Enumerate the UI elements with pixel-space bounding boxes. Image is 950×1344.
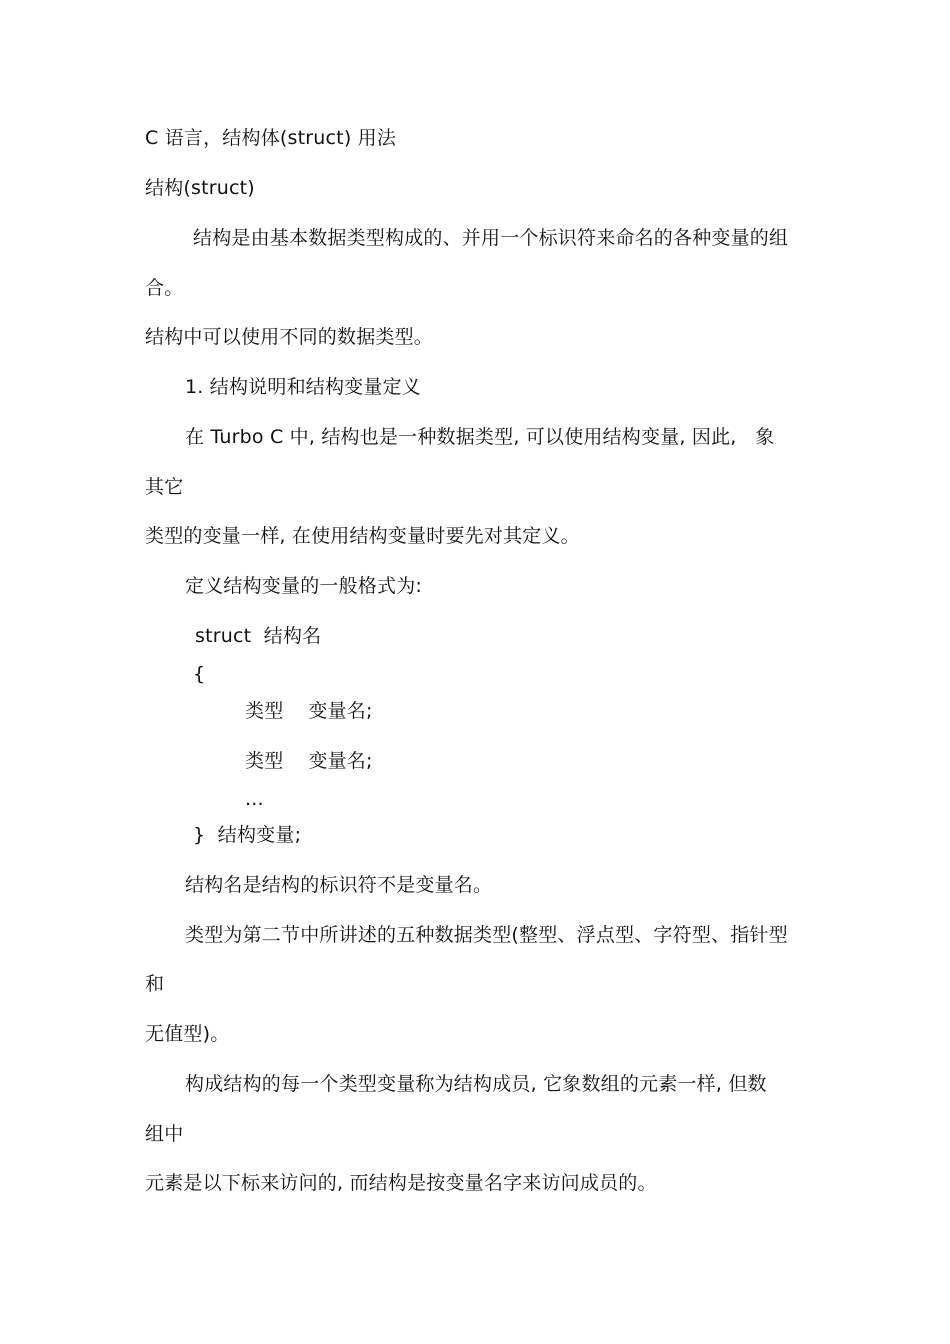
text-line: 元素是以下标来访问的, 而结构是按变量名字来访问成员的。 xyxy=(145,1172,657,1194)
code-line: struct 结构名 xyxy=(195,625,322,647)
subsection-heading: 1. 结构说明和结构变量定义 xyxy=(185,376,421,398)
text-line: 结构中可以使用不同的数据类型。 xyxy=(145,326,434,348)
code-line: 类型 变量名; xyxy=(245,750,373,772)
code-line: ... xyxy=(245,788,264,810)
text-line: 类型的变量一样, 在使用结构变量时要先对其定义。 xyxy=(145,525,580,547)
document-title: C 语言，结构体(struct) 用法 xyxy=(145,127,397,149)
text-line: 和 xyxy=(145,973,165,995)
text-line: 构成结构的每一个类型变量称为结构成员, 它象数组的元素一样, 但数 xyxy=(185,1073,767,1095)
text-line: 结构名是结构的标识符不是变量名。 xyxy=(185,874,493,896)
text-line: 组中 xyxy=(145,1123,184,1145)
text-line: 类型为第二节中所讲述的五种数据类型(整型、浮点型、字符型、指针型 xyxy=(185,924,788,946)
code-line: 类型 变量名; xyxy=(245,700,373,722)
text-line: 无值型)。 xyxy=(145,1023,230,1045)
section-heading: 结构(struct) xyxy=(145,177,255,199)
text-line: 在 Turbo C 中, 结构也是一种数据类型, 可以使用结构变量, 因此, 象 xyxy=(185,426,775,448)
text-line: 结构是由基本数据类型构成的、并用一个标识符来命名的各种变量的组 xyxy=(193,227,789,249)
text-line: 合。 xyxy=(145,277,184,299)
code-line: { xyxy=(193,663,206,685)
text-line: 其它 xyxy=(145,476,184,498)
code-line: } 结构变量; xyxy=(193,824,302,846)
text-line: 定义结构变量的一般格式为: xyxy=(185,575,423,597)
